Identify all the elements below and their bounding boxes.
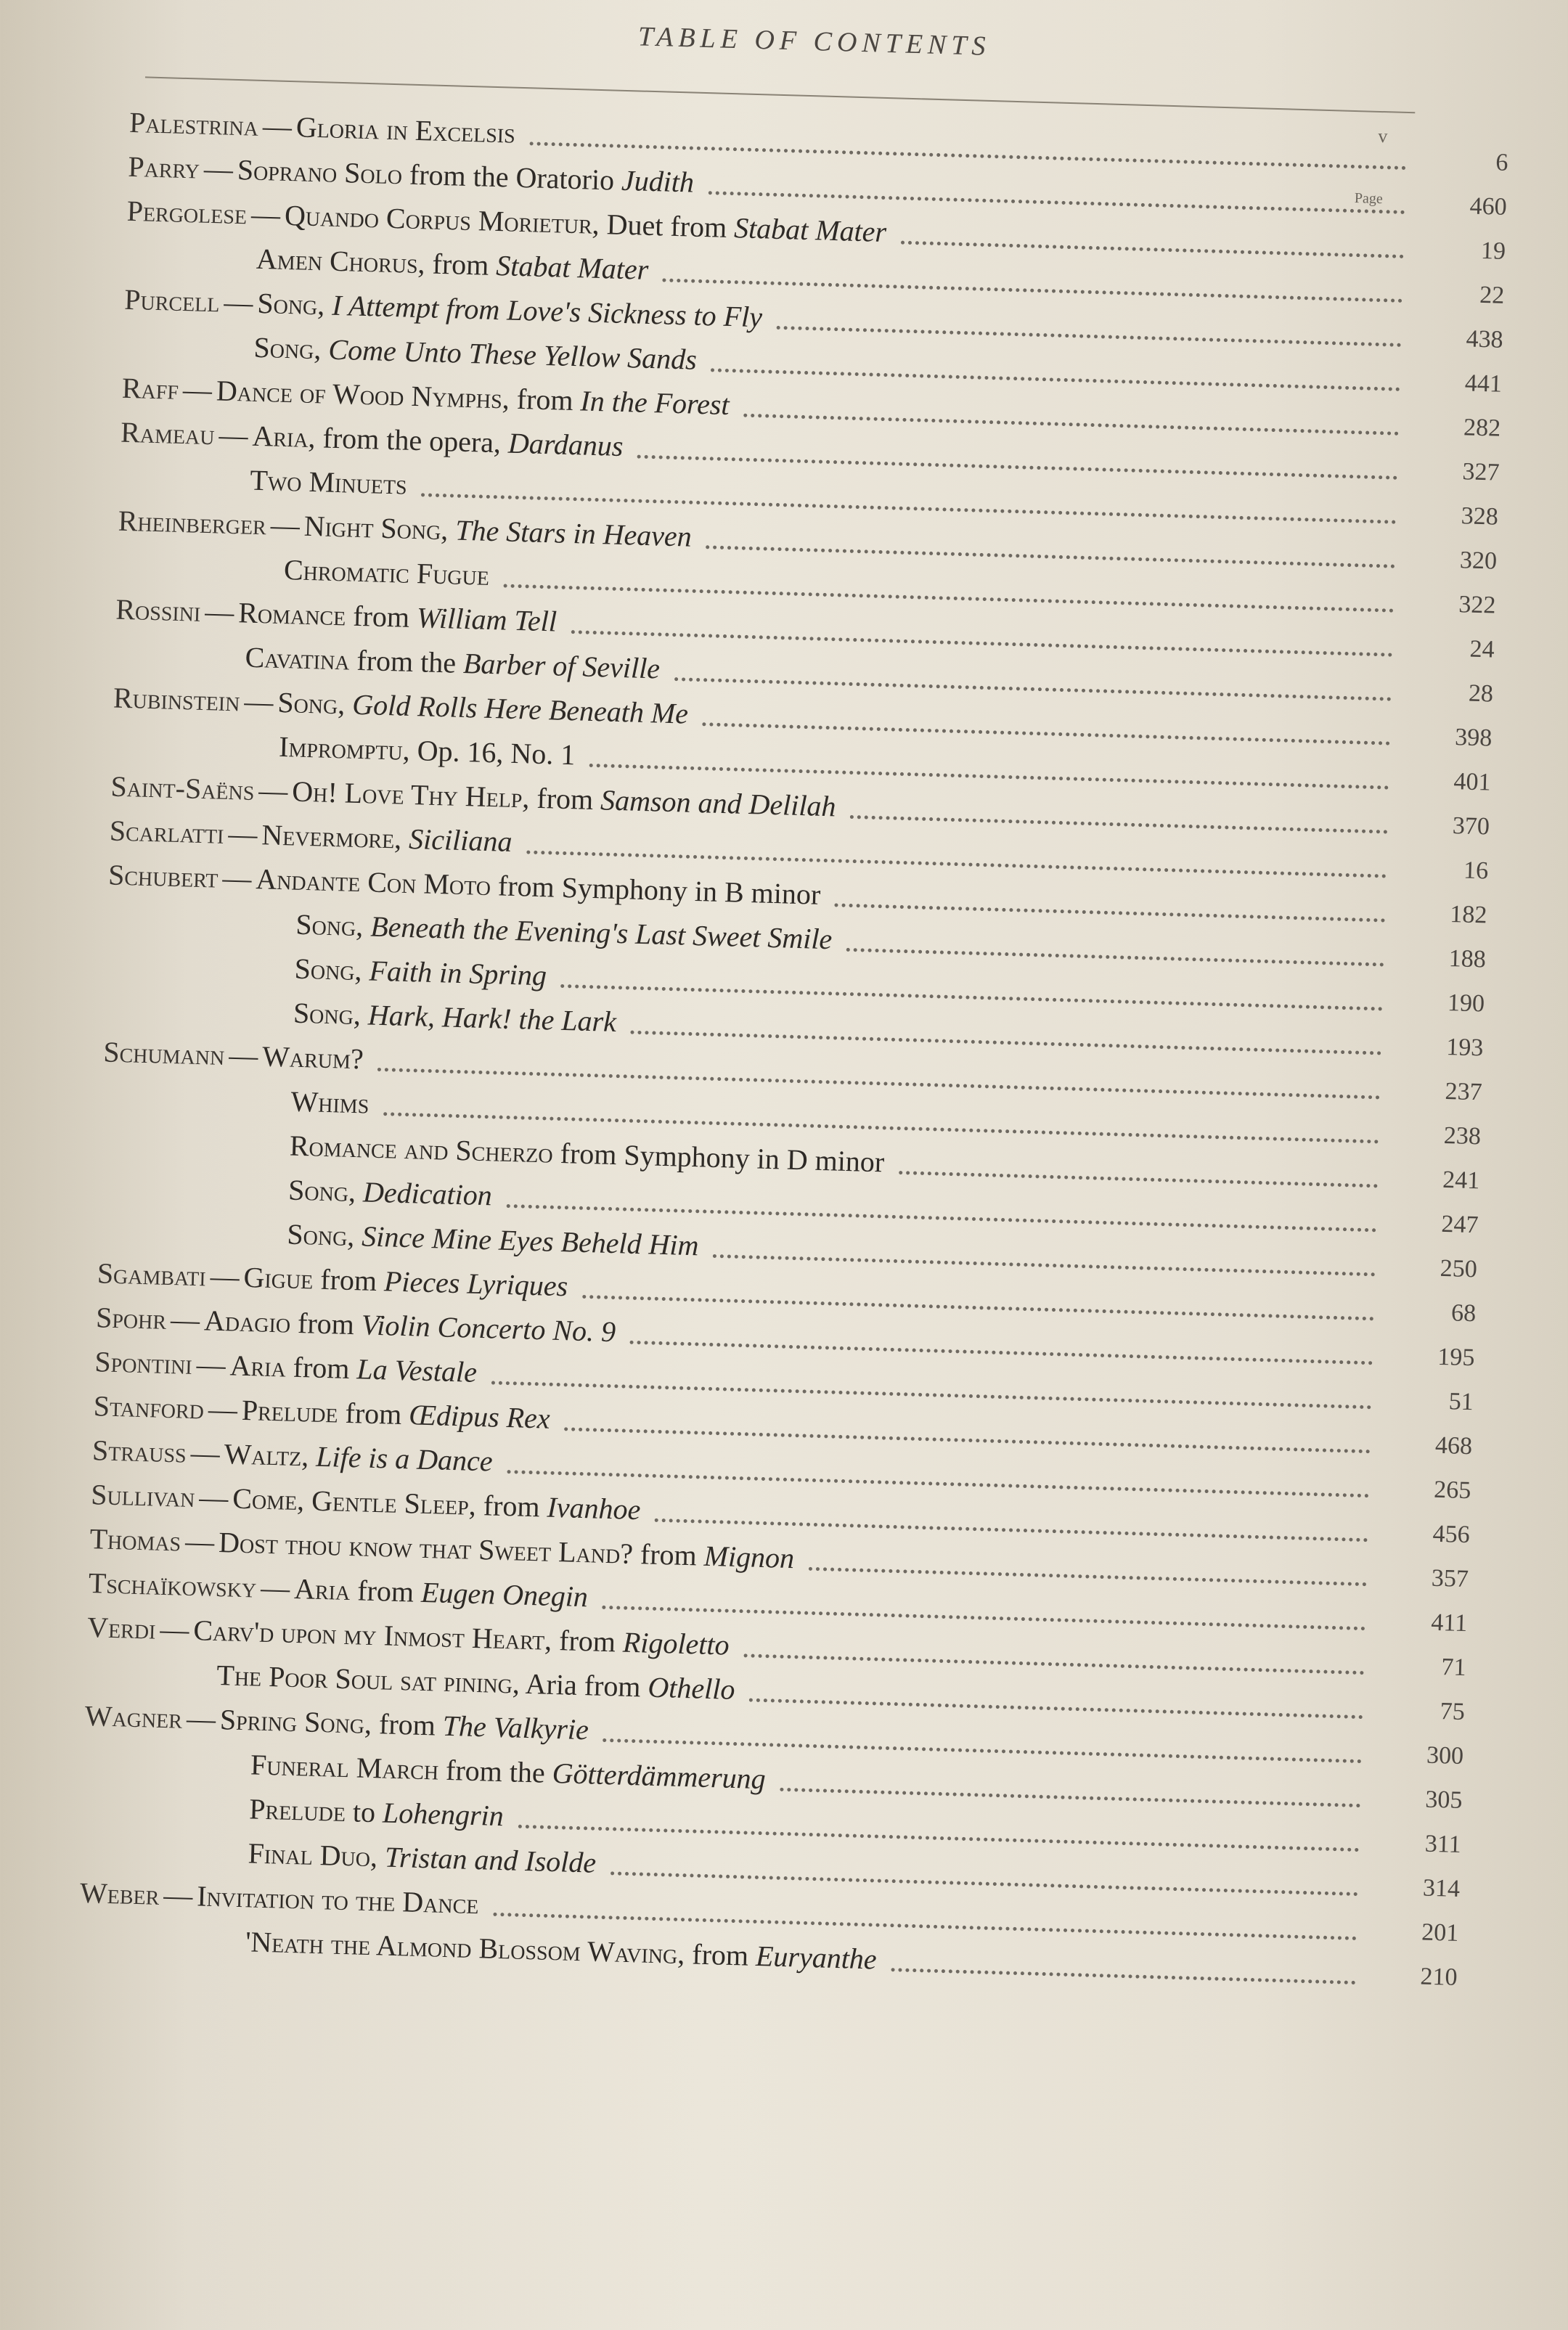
dot-leader: [674, 676, 1392, 701]
small-caps-title: Aria,: [251, 419, 317, 454]
title-text: from the: [348, 643, 464, 679]
italic-title: Siciliana: [408, 822, 513, 858]
dot-leader: [891, 1967, 1355, 1984]
page-number: 22: [1479, 281, 1505, 309]
small-caps-title: Aria: [293, 1571, 351, 1607]
page-number: 193: [1445, 1033, 1484, 1062]
composer-name: Rubinstein: [113, 681, 241, 718]
title-text: from: [285, 1350, 358, 1386]
italic-title: I Attempt from Love's Sickness to Fly: [331, 288, 763, 334]
small-caps-title: Song,: [295, 907, 364, 943]
dot-leader: [713, 1253, 1376, 1275]
em-dash: —: [221, 861, 253, 895]
small-caps-title: Romance: [237, 596, 346, 632]
em-dash: —: [208, 1392, 238, 1426]
em-dash: —: [184, 1524, 215, 1558]
page-number: 195: [1437, 1343, 1475, 1372]
italic-title: Rigoletto: [622, 1625, 730, 1661]
page-number: 300: [1426, 1741, 1464, 1770]
em-dash: —: [250, 197, 281, 232]
composer-name: Purcell: [123, 282, 221, 319]
small-caps-title: Carv'd upon my Inmost Heart,: [192, 1614, 552, 1656]
small-caps-title: Whims: [290, 1084, 370, 1120]
small-caps-title: Song,: [287, 1173, 356, 1209]
composer-name: Pergolese: [126, 194, 248, 231]
italic-title: Mignon: [703, 1539, 795, 1575]
small-caps-title: Song,: [253, 330, 322, 366]
composer-name: Spohr: [95, 1301, 167, 1336]
title-text: from: [345, 599, 417, 634]
em-dash: —: [260, 1571, 290, 1605]
composer-name: Sgambati: [97, 1256, 207, 1293]
piece-title: [261, 817, 513, 859]
page-number: 441: [1464, 369, 1503, 398]
piece-title: [288, 1173, 493, 1213]
composer-name: Rheinberger: [118, 504, 267, 541]
em-dash: —: [227, 817, 258, 851]
italic-title: La Vestale: [356, 1352, 478, 1389]
small-caps-title: Song,: [293, 996, 362, 1031]
title-text: from the Oratorio: [401, 158, 622, 197]
em-dash: —: [243, 684, 274, 719]
page-number: 19: [1480, 237, 1506, 265]
title-text: Aria from: [519, 1667, 649, 1704]
small-caps-title: Song,: [256, 286, 326, 322]
dot-leader: [582, 1293, 1374, 1320]
em-dash: —: [196, 1348, 226, 1382]
title-text: from: [290, 1306, 362, 1341]
composer-name: Parry: [127, 150, 200, 185]
composer-name: Tschaïkowsky: [88, 1566, 257, 1604]
dot-leader: [602, 1604, 1365, 1630]
page-number: 237: [1445, 1077, 1483, 1106]
folio-number: v: [1377, 125, 1388, 147]
title-text: Duet from: [599, 207, 735, 245]
page-number: 201: [1421, 1918, 1459, 1947]
em-dash: —: [190, 1436, 221, 1471]
small-caps-title: Aria: [229, 1349, 287, 1383]
title-text: from the opera,: [315, 421, 509, 459]
small-caps-title: Prelude: [241, 1393, 339, 1429]
composer-name: Scarlatti: [109, 814, 225, 850]
em-dash: —: [170, 1303, 200, 1337]
page-number: 182: [1449, 901, 1487, 929]
small-caps-title: Chromatic Fugue: [283, 553, 490, 592]
em-dash: —: [159, 1612, 190, 1646]
small-caps-title: Song,: [286, 1217, 356, 1253]
small-caps-title: Gigue: [243, 1260, 314, 1296]
italic-title: Samson and Delilah: [600, 783, 837, 823]
piece-title: [249, 1791, 505, 1833]
composer-name: Verdi: [86, 1611, 157, 1646]
page-number: 265: [1433, 1476, 1471, 1505]
em-dash: —: [163, 1879, 193, 1913]
composer-name: Rameau: [120, 415, 216, 451]
dot-leader: [850, 814, 1388, 833]
small-caps-title: Invitation to the Dance: [196, 1879, 480, 1921]
page-number: 238: [1443, 1121, 1482, 1150]
page-number: 71: [1440, 1654, 1467, 1682]
title-text: from: [551, 1623, 624, 1659]
italic-title: Stabat Mater: [733, 211, 887, 249]
italic-title: Violin Concerto No. 9: [361, 1308, 616, 1349]
em-dash: —: [262, 109, 293, 144]
composer-name: Wagner: [84, 1699, 183, 1735]
page-number: 16: [1463, 857, 1489, 885]
em-dash: —: [186, 1701, 216, 1736]
title-text: to: [345, 1795, 383, 1829]
italic-title: Pieces Lyriques: [383, 1264, 568, 1303]
page-number: 24: [1469, 635, 1495, 663]
italic-title: The Valkyrie: [442, 1709, 589, 1746]
italic-title: Gold Rolls Here Beneath Me: [351, 687, 689, 730]
small-caps-title: Prelude: [248, 1792, 346, 1828]
title-text: Op. 16, No. 1: [409, 733, 576, 772]
italic-title: In the Forest: [579, 384, 730, 422]
italic-title: Dedication: [362, 1175, 493, 1212]
page-number: 357: [1431, 1564, 1469, 1593]
piece-title: [294, 952, 547, 993]
small-caps-title: Nevermore,: [261, 818, 402, 855]
composer-name: Palestrina: [128, 105, 259, 142]
page-number: 247: [1441, 1210, 1479, 1239]
dot-leader: [663, 277, 1402, 302]
small-caps-title: Dost thou know that Sweet Land?: [218, 1526, 634, 1570]
italic-title: Barber of Seville: [462, 646, 661, 685]
small-caps-title: Adagio: [203, 1304, 291, 1339]
italic-title: Euryanthe: [755, 1939, 878, 1976]
small-caps-title: Final Duo,: [248, 1836, 378, 1873]
page-column-label: Page: [1354, 190, 1384, 208]
small-caps-title: Soprano Solo: [237, 153, 403, 191]
italic-title: Eugen Onegin: [420, 1575, 589, 1614]
page-number: 328: [1461, 502, 1499, 531]
dot-leader: [835, 902, 1385, 922]
page-number: 6: [1495, 149, 1508, 176]
em-dash: —: [258, 774, 289, 808]
dot-leader: [809, 1566, 1367, 1585]
title-text: from: [528, 781, 601, 817]
small-caps-title: Quando Corpus Morietur,: [284, 198, 600, 240]
dot-leader: [846, 947, 1384, 966]
dot-leader: [780, 1786, 1360, 1807]
title-text: from: [371, 1707, 444, 1742]
piece-title: [224, 1436, 493, 1478]
piece-title: [229, 1348, 478, 1389]
small-caps-title: The Poor Soul sat pining,: [216, 1659, 520, 1700]
title-text: from: [475, 1488, 548, 1524]
dot-leader: [631, 1029, 1382, 1055]
title-text: from: [312, 1262, 385, 1298]
small-caps-title: Song,: [277, 685, 346, 721]
italic-title: Lohengrin: [382, 1796, 505, 1833]
em-dash: —: [182, 373, 213, 407]
composer-name: Thomas: [89, 1522, 181, 1558]
composer-name: Rossini: [115, 592, 202, 628]
dot-leader: [703, 722, 1391, 745]
italic-title: The Stars in Heaven: [454, 513, 693, 553]
page-number: 468: [1434, 1431, 1473, 1460]
composer-name: Sullivan: [90, 1478, 196, 1514]
em-dash: —: [203, 152, 234, 186]
small-caps-title: Amen Chorus,: [256, 242, 426, 280]
page-number: 282: [1463, 414, 1501, 442]
dot-leader: [743, 412, 1399, 435]
italic-title: Faith in Spring: [369, 954, 547, 992]
page-number: 311: [1424, 1830, 1462, 1858]
italic-title: Dardanus: [507, 426, 624, 463]
small-caps-title: Cavatina: [245, 640, 351, 676]
dot-leader: [711, 367, 1400, 391]
page-number: 438: [1466, 325, 1504, 353]
em-dash: —: [270, 508, 301, 542]
dot-leader: [611, 1871, 1358, 1896]
piece-title: [197, 1879, 479, 1921]
page-number: 320: [1459, 547, 1498, 575]
header-rule: [145, 76, 1415, 113]
page-number: 210: [1420, 1963, 1458, 1991]
italic-title: Since Mine Eyes Beheld Him: [361, 1219, 700, 1262]
page-number: 456: [1432, 1520, 1471, 1549]
dot-leader: [899, 1169, 1378, 1187]
italic-title: Hark, Hark! the Lark: [367, 998, 617, 1039]
piece-title: [279, 729, 576, 772]
italic-title: Tristan and Isolde: [384, 1840, 597, 1879]
dot-leader: [901, 240, 1404, 258]
title-text: from: [632, 1537, 705, 1572]
small-caps-title: Waltz,: [224, 1437, 309, 1473]
piece-title: [262, 1039, 364, 1076]
piece-title: [250, 463, 407, 502]
italic-title: Come Unto These Yellow Sands: [327, 332, 698, 376]
italic-title: Ivanhoe: [546, 1490, 641, 1526]
italic-title: Life is a Dance: [315, 1439, 494, 1478]
em-dash: —: [210, 1259, 240, 1293]
page-number: 75: [1440, 1698, 1466, 1726]
small-caps-title: Oh! Love Thy Help,: [291, 774, 531, 814]
title-text: from: [684, 1937, 756, 1972]
page-number: 411: [1430, 1608, 1468, 1638]
title-text: from: [338, 1396, 410, 1431]
title-text: from: [509, 382, 581, 417]
small-caps-title: Romance and Scherzo: [289, 1129, 554, 1169]
dot-leader: [749, 1697, 1363, 1719]
page-number: 28: [1468, 679, 1494, 708]
page-number: 398: [1454, 724, 1493, 752]
title-text: from: [425, 247, 497, 282]
page-number: 327: [1461, 458, 1500, 486]
small-caps-title: Funeral March: [250, 1748, 439, 1786]
dot-leader: [603, 1737, 1362, 1762]
page-number: 51: [1448, 1388, 1474, 1416]
small-caps-title: Gloria in Excelsis: [295, 110, 516, 150]
title-text: from Symphony in D minor: [552, 1136, 885, 1179]
dot-leader: [655, 1517, 1368, 1541]
italic-title: Œdipus Rex: [408, 1398, 551, 1435]
page-number: 370: [1452, 812, 1490, 841]
title-text: from the: [438, 1753, 553, 1789]
title-text: from Symphony in B minor: [490, 869, 821, 911]
italic-title: Stabat Mater: [495, 249, 649, 286]
piece-title: [283, 552, 489, 592]
page-number: 241: [1442, 1166, 1480, 1195]
small-caps-title: Warum?: [261, 1039, 364, 1076]
page-number: 190: [1447, 989, 1485, 1018]
italic-title: Götterdämmerung: [552, 1757, 767, 1796]
italic-title: Beneath the Evening's Last Sweet Smile: [369, 909, 833, 956]
composer-name: Schumann: [102, 1035, 225, 1071]
page-number: 322: [1458, 591, 1496, 619]
composer-name: Strauss: [91, 1434, 187, 1469]
small-caps-title: Two Minuets: [249, 463, 408, 501]
em-dash: —: [228, 1039, 258, 1073]
composer-name: Schubert: [107, 858, 219, 894]
italic-title: William Tell: [416, 601, 558, 638]
small-caps-title: Spring Song,: [219, 1703, 372, 1741]
composer-name: Saint-Saëns: [110, 769, 256, 806]
composer-name: Stanford: [93, 1389, 205, 1426]
page-number: 305: [1424, 1786, 1463, 1815]
page-number: 250: [1440, 1254, 1478, 1283]
title-text: from: [349, 1574, 422, 1608]
small-caps-title: 'Neath the Almond Blossom Waving,: [245, 1925, 686, 1971]
page-number: 314: [1422, 1874, 1461, 1902]
italic-title: Judith: [621, 163, 695, 199]
piece-title: [295, 110, 515, 150]
small-caps-title: Dance of Wood Nymphs,: [216, 374, 510, 415]
page-number: 188: [1448, 945, 1487, 973]
dot-leader: [709, 190, 1405, 214]
composer-name: Spontini: [94, 1345, 193, 1381]
piece-title: [290, 1084, 369, 1121]
page-number: 401: [1453, 768, 1492, 796]
em-dash: —: [204, 595, 234, 629]
dot-leader: [706, 544, 1395, 568]
small-caps-title: Andante Con Moto: [255, 862, 491, 902]
page-number: 460: [1469, 192, 1508, 221]
small-caps-title: Song,: [294, 952, 363, 987]
dot-leader: [777, 324, 1402, 346]
composer-name: Weber: [79, 1876, 160, 1911]
table-of-contents: [78, 105, 1508, 2003]
italic-title: Othello: [647, 1670, 736, 1706]
em-dash: —: [198, 1481, 229, 1515]
small-caps-title: Come, Gentle Sleep,: [232, 1481, 477, 1521]
em-dash: —: [218, 418, 249, 452]
dot-leader: [637, 454, 1397, 479]
page-title: TABLE OF CONTENTS: [637, 21, 992, 62]
page-number: 68: [1450, 1299, 1477, 1328]
em-dash: —: [223, 285, 254, 319]
dot-leader: [630, 1339, 1373, 1365]
small-caps-title: Night Song,: [303, 509, 449, 547]
piece-title: [294, 1571, 589, 1614]
small-caps-title: Impromptu,: [278, 729, 411, 767]
dot-leader: [743, 1653, 1364, 1675]
composer-name: Raff: [121, 371, 179, 406]
